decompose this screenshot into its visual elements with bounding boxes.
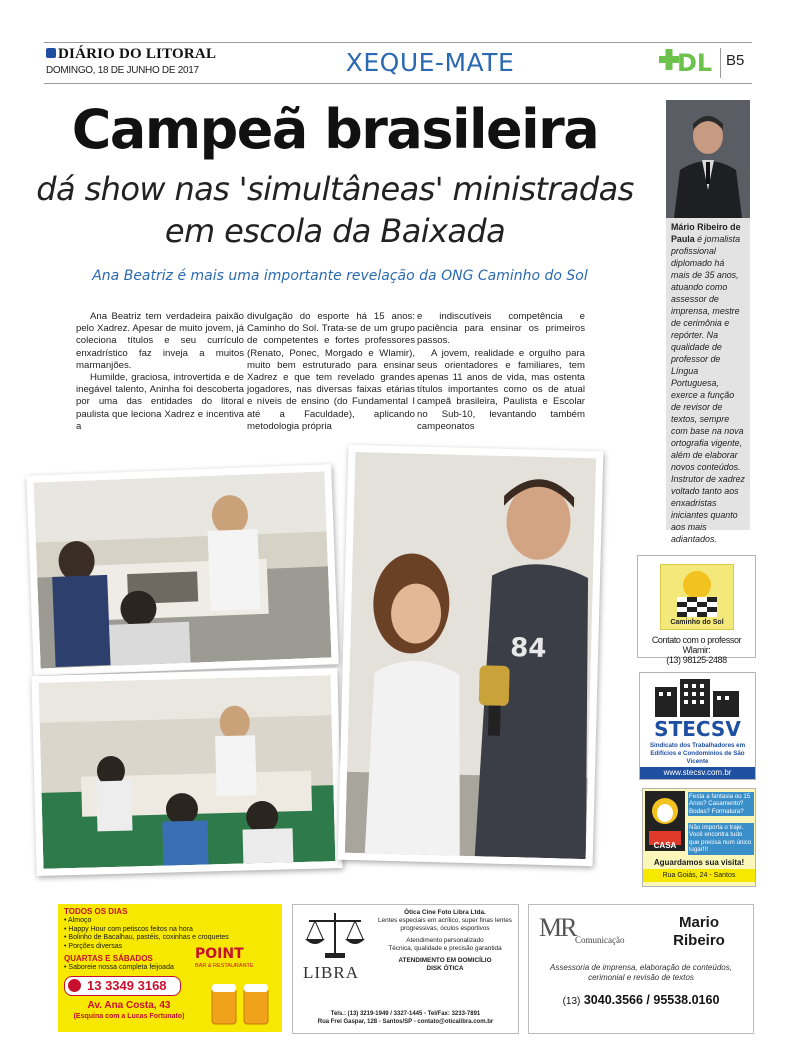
point-item: • Bolinho de Bacalhau, pastéis, coxinhas e croquetes [64, 934, 229, 941]
columnist-name: Mário Ribeiro de Paula [671, 222, 741, 244]
photo-simul-2 [31, 668, 342, 876]
mr-logo-sub: Comunicação [575, 935, 625, 945]
libra-line: Atendimento personalizado [406, 937, 484, 944]
libra-line: Técnica, qualidade e precisão garantida [388, 945, 502, 952]
phone-icon [68, 979, 81, 992]
article-lead: Ana Beatriz é mais uma importante revelação da ONG Caminho do Sol [92, 268, 588, 284]
caminho-logo-text: Caminho do Sol [670, 619, 724, 626]
mr-desc-1: Assessoria de imprensa, elaboração de conteúdos, [550, 963, 732, 972]
subtitle-line-2: em escola da Baixada [164, 212, 506, 250]
casa-answer: Não importa o traje. Você encontra tudo que precisa num único lugar!!! [688, 823, 754, 855]
svg-text:84: 84 [509, 633, 547, 664]
stecsv-desc [640, 742, 755, 766]
ad-caminho-do-sol[interactable] [637, 555, 756, 665]
mr-desc-2: cerimonial e revisão de textos [588, 973, 694, 982]
columnist-bio [671, 221, 745, 545]
mr-logo: MR [539, 913, 576, 942]
mr-phone-number: 3040.3566 / 95538.0160 [583, 993, 720, 1007]
stecsv-url[interactable]: www.stecsv.com.br [640, 767, 755, 779]
paragraph: Ana Beatriz tem verdadeira paixão pelo Xadrez. Apesar de muito jovem, já coleciona títulos e seu currículo enxadrístico faz inveja a muitos marmanjões. [76, 311, 244, 371]
stecsv-desc-1: Sindicato dos Trabalhadores em [649, 742, 746, 749]
stecsv-desc-2: Edifícios e Condomínios de São Vicente [650, 750, 745, 765]
mr-phone [529, 993, 753, 1007]
article-subtitle [30, 168, 640, 252]
article-title: Campeã brasileira [71, 98, 599, 161]
paragraph: divulgação do esporte há 15 anos: Caminho do Sol. Trata-se de um grupo de competentes e fortes professores (Renato, Ponec, Morgado e Wlamir), muito bem estruturado para ensinar Xadrez e que tem revelado grandes jogadores, nas diversas faixas etárias e níveis de ensino (do Fundamental I até a Faculdade), aplicando metodologia própria [247, 311, 415, 432]
casa-visit: Aguardamos sua visita! [653, 858, 745, 867]
dl-logo-icon [655, 44, 715, 78]
mr-ddd: (13) [562, 996, 581, 1007]
mr-name [649, 914, 749, 950]
point-brand: POINT [195, 946, 244, 962]
libra-line: DISK ÓTICA [426, 965, 464, 972]
stecsv-name: STECSV [654, 717, 741, 741]
point-item: • Happy Hour com petiscos feitos na hora [64, 925, 193, 933]
article-column-3 [417, 311, 585, 433]
libra-name: LIBRA [303, 963, 359, 982]
point-item: • Porções diversas [64, 942, 123, 950]
ad-otica-libra[interactable] [292, 904, 519, 1034]
dateline: DOMINGO, 18 DE JUNHO DE 2017 [46, 65, 199, 76]
caminho-logo [660, 564, 734, 630]
mr-desc [529, 963, 753, 983]
libra-line: ATENDIMENTO EM DOMICÍLIO [398, 957, 492, 964]
dl-logo [655, 44, 715, 78]
mr-name-2: Ribeiro [673, 932, 725, 949]
brand-text: DIÁRIO DO LITORAL [58, 46, 217, 62]
libra-title: Ótica Cine Foto Libra Ltda. [404, 909, 486, 916]
ad-stecsv[interactable] [639, 672, 756, 780]
libra-line: Lentes especiais em acrílico, super finas lentes [378, 917, 512, 924]
libra-line: progressivas, óculos esportivos [400, 925, 490, 932]
dl-logo-text: DL [677, 49, 713, 77]
caminho-contact-phone: (13) 98125-2488 [666, 655, 727, 665]
libra-phone: Tels.: (13) 3219-1949 / 3327-1445 - Tel/Fax: 3233-7891 [330, 1011, 481, 1017]
photo-trophy [338, 445, 604, 867]
ad-point-bar[interactable] [58, 904, 282, 1032]
header-rule [44, 83, 752, 84]
point-sat-item: • Saboreie nossa completa feijoada [64, 964, 174, 971]
point-address-ref: (Esquina com a Lucas Fortunato) [73, 1013, 185, 1020]
libra-contacts [295, 1010, 516, 1026]
point-item: • Almoço [64, 917, 92, 924]
top-rule [44, 42, 752, 43]
caminho-contact-label: Contato com o professor Wlamir: [651, 635, 742, 655]
paragraph: e indiscutíveis competência e paciência para ensinar os primeiros passos. [417, 311, 585, 347]
casa-address: Rua Goiás, 24 - Santos [643, 869, 755, 882]
article-column-1 [76, 311, 244, 433]
article-column-2 [247, 311, 415, 433]
casa-name: CASA [653, 841, 677, 850]
columnist-photo [666, 100, 750, 218]
newspaper-brand [46, 46, 216, 63]
caminho-contact [638, 635, 755, 665]
section-title: XEQUE-MATE [345, 48, 515, 77]
point-title: TODOS OS DIAS [64, 907, 128, 916]
scales-icon [303, 909, 367, 961]
buildings-icon [650, 677, 745, 717]
page-number: B5 [726, 52, 745, 69]
beer-icon [208, 980, 276, 1028]
casa-question: Festa a fantasia ou 15 Anos? Casamento? Bodas? Formatura? [688, 792, 754, 816]
subtitle-line-1: dá show nas 'simultâneas' ministradas [36, 170, 634, 208]
point-phone: 13 3349 3168 [87, 978, 167, 993]
paragraph: Humilde, graciosa, introvertida e de inegável talento, Aninha foi descoberta por uma das entidades do litoral paulista que leciona Xadrez e incentiva a [76, 372, 244, 432]
columnist-bio-text: é jornalista profissional diplomado há mais de 35 anos, atuando como assessor de imprensa, mestre de cerimônia e repórter. Na qualidade de professor de Língua Portuguesa, exerce a função de revisor de textos, sempre com base na nova ortografia vigente, além de elaborar novos conteúdos. Instrutor de xadrez voltado tanto aos enxadristas iniciantes quanto aos mais adiantados. [671, 234, 745, 544]
libra-info [375, 909, 515, 973]
mr-name-1: Mario [678, 914, 719, 931]
point-phone-box[interactable] [64, 976, 181, 996]
ad-mr-comunicacao[interactable] [528, 904, 754, 1034]
paragraph: A jovem, realidade e orgulho para seus orientadores e familiares, tem apenas 11 anos de vida, mas ostenta títulos importantes como os de atual campeã brasileira, Paulista e Escolar no Sub-10, levantando também campeonatos [417, 347, 585, 432]
ad-casa-fantasias[interactable] [642, 788, 756, 887]
point-address: Av. Ana Costa, 43 [87, 1000, 171, 1011]
photo-simul-1 [26, 464, 338, 676]
libra-address: Rua Frei Gaspar, 128 - Santos/SP - contato@oticalibra.com.br [317, 1019, 494, 1025]
point-sat-title: QUARTAS E SÁBADOS [64, 954, 153, 963]
header-divider [720, 48, 721, 78]
facebook-icon [46, 48, 56, 58]
point-brand-sub: BAR & RESTAURANTE [195, 963, 254, 969]
